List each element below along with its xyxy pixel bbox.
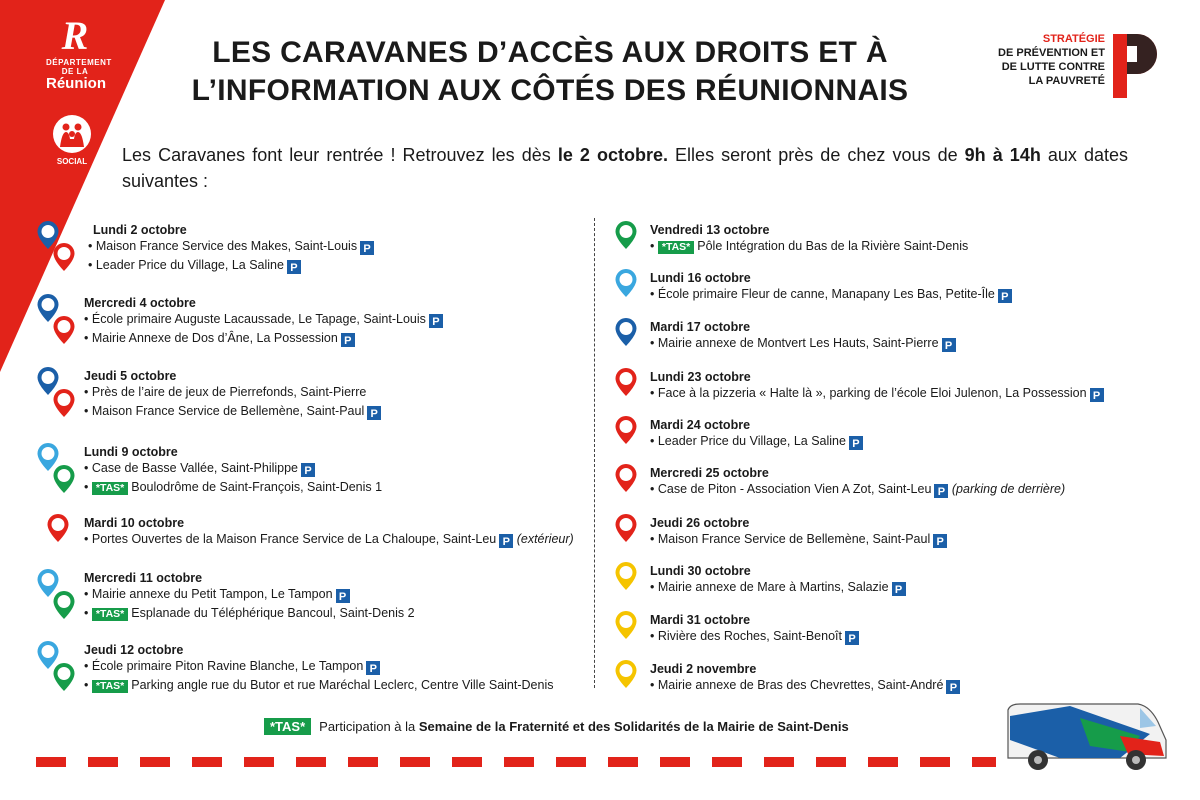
map-pin-icon: [52, 464, 76, 494]
bullet: •: [84, 480, 92, 494]
bullet: •: [650, 629, 658, 643]
bullet: •: [84, 606, 92, 620]
footer-bold-text: Semaine de la Fraternité et des Solidarités de la Mairie de Saint-Denis: [418, 719, 849, 734]
parking-icon: P: [946, 680, 960, 694]
location-text: Mairie annexe de Bras des Chevrettes, Saint-André: [657, 678, 944, 692]
location-note: (extérieur): [513, 532, 574, 546]
location-text: Esplanade du Téléphérique Bancoul, Saint-Denis 2: [131, 606, 415, 620]
location-text: Leader Price du Village, La Saline: [95, 258, 284, 272]
intro-hours: 9h à 14h: [964, 145, 1041, 165]
map-pin-icon: [614, 268, 638, 298]
schedule-location: [650, 433, 863, 450]
parking-icon: P: [367, 406, 381, 420]
location-text: Maison France Service de Bellemène, Saint-Paul: [657, 532, 931, 546]
dashed-divider: [36, 757, 996, 767]
schedule-date: Jeudi 26 octobre: [650, 516, 750, 530]
schedule-date: Mercredi 4 octobre: [84, 296, 196, 310]
bullet: •: [88, 239, 96, 253]
schedule-location: [84, 460, 315, 477]
location-text: Case de Piton - Association Vien A Zot, Saint-Leu: [657, 482, 932, 496]
bullet: •: [84, 385, 92, 399]
strategy-line3: DE LUTTE CONTRE: [1001, 61, 1105, 73]
schedule-date: Lundi 16 octobre: [650, 271, 751, 285]
location-text: Maison France Service des Makes, Saint-Louis: [95, 239, 358, 253]
parking-icon: P: [336, 589, 350, 603]
tas-footer-note: [264, 718, 849, 735]
intro-text-2: Elles seront près de chez vous de: [667, 145, 965, 165]
location-text: Leader Price du Village, La Saline: [657, 434, 846, 448]
parking-icon: P: [287, 260, 301, 274]
intro-text-1: Les Caravanes font leur rentrée ! Retrouvez les dès: [122, 145, 558, 165]
bullet: •: [650, 532, 658, 546]
schedule-location: [84, 658, 380, 675]
parking-icon: P: [429, 314, 443, 328]
tas-badge: *TAS*: [264, 718, 311, 735]
schedule-location: [650, 677, 960, 694]
schedule-date: Jeudi 12 octobre: [84, 643, 184, 657]
map-pin-icon: [46, 513, 70, 543]
parking-icon: P: [301, 463, 315, 477]
map-pin-icon: [614, 463, 638, 493]
schedule-date: Jeudi 2 novembre: [650, 662, 757, 676]
family-icon: [53, 115, 91, 153]
location-text: Rivière des Roches, Saint-Benoît: [657, 629, 842, 643]
parking-icon: P: [499, 534, 513, 548]
schedule-entry: [30, 442, 590, 502]
schedule-date: Mercredi 25 octobre: [650, 466, 769, 480]
page-title: [160, 34, 940, 110]
map-pin-icon: [614, 610, 638, 640]
schedule-entry: [30, 366, 590, 426]
map-pin-icon: [614, 367, 638, 397]
schedule-location: [84, 403, 381, 420]
schedule-entry: [30, 513, 590, 573]
location-text: Près de l’aire de jeux de Pierrefonds, Saint-Pierre: [91, 385, 367, 399]
schedule-location: [84, 605, 415, 621]
location-text: Mairie annexe de Mare à Martins, Salazie: [657, 580, 889, 594]
parking-icon: P: [845, 631, 859, 645]
location-text: Boulodrôme de Saint-François, Saint-Denis 1: [131, 480, 383, 494]
logo-r-mark: R: [61, 13, 89, 58]
tas-badge: *TAS*: [92, 680, 128, 693]
schedule-location: [84, 677, 553, 693]
bullet: •: [650, 580, 658, 594]
schedule-entry: [30, 293, 590, 353]
map-pin-icon: [614, 415, 638, 445]
caravane-bus-icon: [1000, 696, 1170, 776]
schedule-location: [88, 257, 301, 274]
social-label: SOCIAL: [56, 157, 88, 166]
location-text: École primaire Auguste Lacaussade, Le Tapage, Saint-Louis: [91, 312, 426, 326]
schedule-location: [650, 335, 956, 352]
location-note: (parking de derrière): [948, 482, 1066, 496]
map-pin-icon: [52, 662, 76, 692]
strategy-line2: DE PRÉVENTION ET: [998, 47, 1105, 59]
bullet: •: [84, 532, 92, 546]
strategy-line1: STRATÉGIE: [1042, 33, 1105, 45]
location-text: Mairie annexe du Petit Tampon, Le Tampon: [91, 587, 333, 601]
schedule-date: Mardi 31 octobre: [650, 613, 751, 627]
bullet: •: [88, 258, 96, 272]
bullet: •: [650, 287, 658, 301]
parking-icon: P: [998, 289, 1012, 303]
schedule-date: Mardi 24 octobre: [650, 418, 751, 432]
schedule-location: [84, 586, 350, 603]
logo-dept-line2: Réunion: [46, 75, 106, 92]
schedule-date: Mercredi 11 octobre: [84, 571, 203, 585]
location-text: Parking angle rue du Butor et rue Maréchal Leclerc, Centre Ville Saint-Denis: [131, 678, 554, 692]
parking-icon: P: [933, 534, 947, 548]
schedule-location: [650, 238, 968, 254]
map-pin-icon: [52, 590, 76, 620]
location-text: École primaire Fleur de canne, Manapany Les Bas, Petite-Île: [657, 287, 995, 301]
location-pins: [30, 220, 80, 280]
schedule-location: [84, 311, 443, 328]
big-p-icon: [1113, 34, 1157, 98]
location-pins: [30, 366, 80, 426]
bullet: •: [84, 587, 92, 601]
strategy-line4: LA PAUVRETÉ: [1028, 75, 1105, 87]
location-text: Mairie Annexe de Dos d’Âne, La Possession: [91, 331, 338, 345]
parking-icon: P: [942, 338, 956, 352]
bullet: •: [650, 434, 658, 448]
parking-icon: P: [360, 241, 374, 255]
departement-reunion-logo: [46, 13, 112, 92]
schedule-date: Lundi 2 octobre: [93, 223, 187, 237]
schedule-location: [650, 579, 906, 596]
bullet: •: [84, 404, 92, 418]
schedule-date: Mardi 17 octobre: [650, 320, 751, 334]
parking-icon: P: [366, 661, 380, 675]
bullet: •: [84, 461, 92, 475]
location-text: Maison France Service de Bellemène, Saint-Paul: [91, 404, 365, 418]
tas-badge: *TAS*: [658, 241, 694, 254]
schedule-location: [84, 479, 382, 495]
bullet: •: [84, 331, 92, 345]
social-logo: [50, 115, 94, 166]
parking-icon: P: [341, 333, 355, 347]
schedule-location: [84, 531, 574, 548]
schedule-location: [650, 481, 1065, 498]
tas-badge: *TAS*: [92, 482, 128, 495]
schedule-location: [84, 384, 366, 400]
location-text: École primaire Piton Ravine Blanche, Le Tampon: [91, 659, 364, 673]
bullet: •: [650, 482, 658, 496]
location-pins: [30, 293, 80, 353]
schedule-date: Lundi 30 octobre: [650, 564, 751, 578]
bullet: •: [84, 678, 92, 692]
column-divider: [594, 218, 595, 688]
tas-badge: *TAS*: [92, 608, 128, 621]
map-pin-icon: [52, 315, 76, 345]
title-line-2: L’INFORMATION AUX CÔTÉS DES RÉUNIONNAIS: [191, 74, 909, 107]
schedule-entry: [30, 568, 590, 628]
map-pin-icon: [614, 317, 638, 347]
schedule-date: Mardi 10 octobre: [84, 516, 185, 530]
bullet: •: [650, 386, 658, 400]
schedule-location: [650, 286, 1012, 303]
title-line-1: LES CARAVANES D’ACCÈS AUX DROITS ET À: [212, 36, 888, 69]
schedule-entry: [30, 220, 590, 280]
location-text: Pôle Intégration du Bas de la Rivière Saint-Denis: [697, 239, 969, 253]
footer-text: Participation à la: [319, 719, 419, 734]
bullet: •: [84, 659, 92, 673]
schedule-location: [84, 330, 355, 347]
map-pin-icon: [614, 561, 638, 591]
parking-icon: P: [934, 484, 948, 498]
parking-icon: P: [892, 582, 906, 596]
schedule-location: [650, 628, 859, 645]
location-text: Mairie annexe de Montvert Les Hauts, Saint-Pierre: [657, 336, 939, 350]
schedule-date: Jeudi 5 octobre: [84, 369, 177, 383]
location-text: Portes Ouvertes de la Maison France Service de La Chaloupe, Saint-Leu: [91, 532, 497, 546]
map-pin-icon: [52, 388, 76, 418]
location-text: Face à la pizzeria « Halte là », parking de l’école Eloi Julenon, La Possession: [657, 386, 1087, 400]
map-pin-icon: [614, 659, 638, 689]
map-pin-icon: [614, 513, 638, 543]
schedule-date: Vendredi 13 octobre: [650, 223, 770, 237]
schedule-date: Lundi 9 octobre: [84, 445, 178, 459]
bullet: •: [650, 336, 658, 350]
bullet: •: [650, 678, 658, 692]
strategy-pauvrete-logo: [980, 32, 1165, 102]
map-pin-icon: [52, 242, 76, 272]
intro-date: le 2 octobre.: [557, 145, 668, 165]
schedule-date: Lundi 23 octobre: [650, 370, 751, 384]
parking-icon: P: [1090, 388, 1104, 402]
location-text: Case de Basse Vallée, Saint-Philippe: [91, 461, 298, 475]
bullet: •: [84, 312, 92, 326]
location-pins: [30, 442, 80, 502]
location-pins: [30, 568, 80, 628]
intro-paragraph: [122, 142, 1128, 194]
map-pin-icon: [614, 220, 638, 250]
location-pins: [30, 513, 80, 573]
schedule-location: [88, 238, 374, 255]
schedule-location: [650, 385, 1104, 402]
parking-icon: P: [849, 436, 863, 450]
intro-text-3: aux dates suivantes :: [122, 145, 1129, 191]
schedule-location: [650, 531, 947, 548]
schedule-entry: [30, 640, 590, 700]
logo-dept-line1: DÉPARTEMENT DE LA: [46, 58, 112, 76]
bullet: •: [650, 239, 658, 253]
location-pins: [30, 640, 80, 700]
